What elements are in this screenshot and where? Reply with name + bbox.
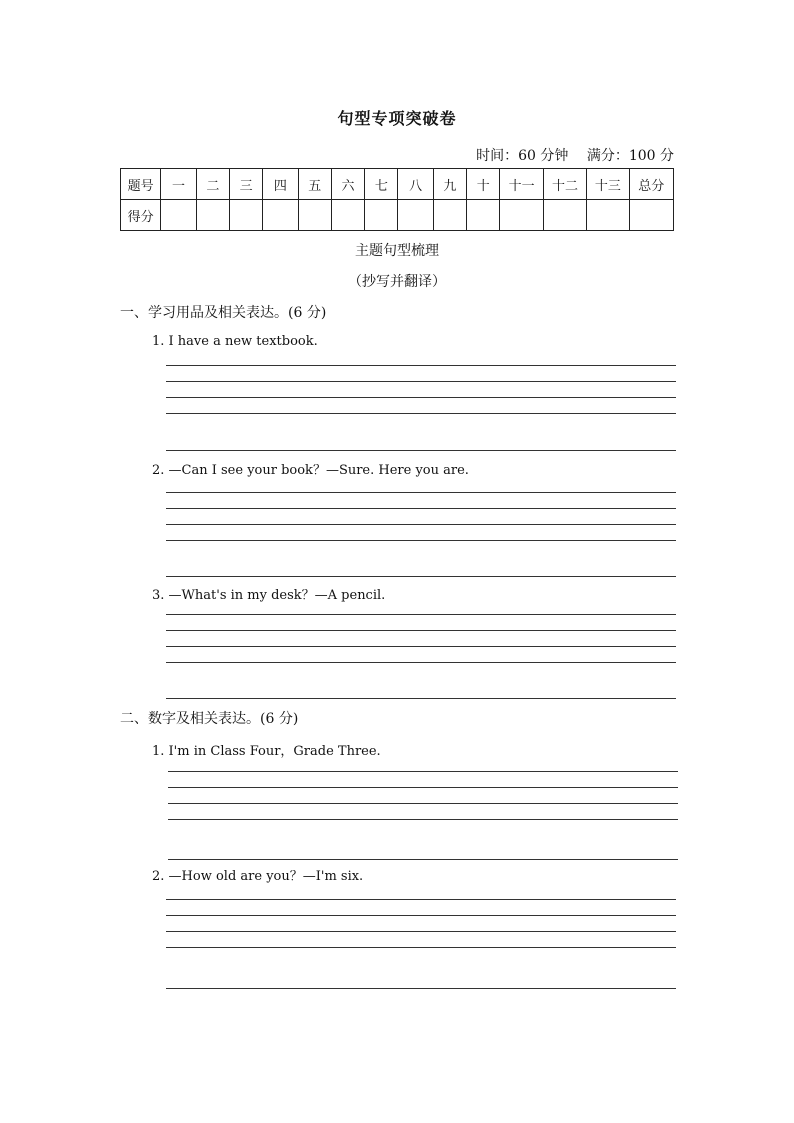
translation-line[interactable] — [166, 576, 676, 577]
translation-line[interactable] — [166, 698, 676, 699]
header-cell: 二 — [196, 169, 229, 200]
score-cell[interactable] — [467, 200, 500, 231]
translation-line[interactable] — [166, 988, 676, 989]
score-cell[interactable] — [298, 200, 331, 231]
translation-line[interactable] — [168, 859, 678, 860]
writing-line[interactable] — [166, 899, 676, 900]
header-cell: 六 — [331, 169, 364, 200]
score-cell[interactable] — [433, 200, 466, 231]
writing-line[interactable] — [166, 397, 676, 398]
writing-line[interactable] — [166, 508, 676, 509]
score-cell[interactable] — [500, 200, 543, 231]
score-table-header-row — [121, 169, 674, 200]
writing-line[interactable] — [166, 365, 676, 366]
writing-line[interactable] — [166, 646, 676, 647]
question-text: 2. —Can I see your book？—Sure. Here you are. — [152, 463, 469, 478]
header-cell: 四 — [263, 169, 298, 200]
page-title: 句型专项突破卷 — [337, 109, 457, 128]
score-cell[interactable] — [263, 200, 298, 231]
writing-line[interactable] — [168, 771, 678, 772]
writing-line[interactable] — [166, 540, 676, 541]
question-text: 2. —How old are you？—I'm six. — [152, 869, 364, 884]
score-cell[interactable] — [398, 200, 433, 231]
header-cell: 十 — [467, 169, 500, 200]
section-heading: 一、学习用品及相关表达。(6 分) — [120, 305, 327, 321]
score-cell[interactable] — [629, 200, 673, 231]
theme-note: （抄写并翻译） — [348, 274, 446, 290]
header-cell: 三 — [229, 169, 262, 200]
writing-line[interactable] — [168, 787, 678, 788]
score-table — [120, 168, 674, 231]
score-cell[interactable] — [365, 200, 398, 231]
header-cell: 一 — [161, 169, 196, 200]
header-cell: 十三 — [587, 169, 629, 200]
header-cell: 七 — [365, 169, 398, 200]
score-cell[interactable] — [543, 200, 586, 231]
header-cell: 八 — [398, 169, 433, 200]
theme-title: 主题句型梳理 — [355, 243, 439, 259]
question-text: 1. I have a new textbook. — [152, 334, 318, 349]
score-cell[interactable] — [161, 200, 196, 231]
header-cell: 题号 — [121, 169, 161, 200]
writing-line[interactable] — [166, 524, 676, 525]
header-cell: 十二 — [543, 169, 586, 200]
writing-line[interactable] — [166, 413, 676, 414]
score-label: 得分 — [121, 200, 161, 231]
score-cell[interactable] — [331, 200, 364, 231]
writing-line[interactable] — [166, 630, 676, 631]
translation-line[interactable] — [166, 450, 676, 451]
time-info — [472, 145, 674, 165]
header-cell: 十一 — [500, 169, 543, 200]
writing-line[interactable] — [168, 803, 678, 804]
score-cell[interactable] — [587, 200, 629, 231]
header-cell: 九 — [433, 169, 466, 200]
writing-line[interactable] — [166, 492, 676, 493]
writing-line[interactable] — [166, 381, 676, 382]
score-table-score-row — [121, 200, 674, 231]
writing-line[interactable] — [166, 915, 676, 916]
score-cell[interactable] — [196, 200, 229, 231]
full-score: 满分：100 分 — [586, 148, 674, 164]
header-cell: 五 — [298, 169, 331, 200]
writing-line[interactable] — [166, 931, 676, 932]
time-limit: 时间：60 分钟 — [476, 148, 569, 164]
score-cell[interactable] — [229, 200, 262, 231]
writing-line[interactable] — [166, 947, 676, 948]
question-text: 1. I'm in Class Four，Grade Three. — [152, 744, 381, 759]
question-text: 3. —What's in my desk？—A pencil. — [152, 588, 386, 603]
writing-line[interactable] — [166, 614, 676, 615]
writing-line[interactable] — [166, 662, 676, 663]
header-cell: 总分 — [629, 169, 673, 200]
section-heading: 二、数字及相关表达。(6 分) — [120, 711, 299, 727]
writing-line[interactable] — [168, 819, 678, 820]
